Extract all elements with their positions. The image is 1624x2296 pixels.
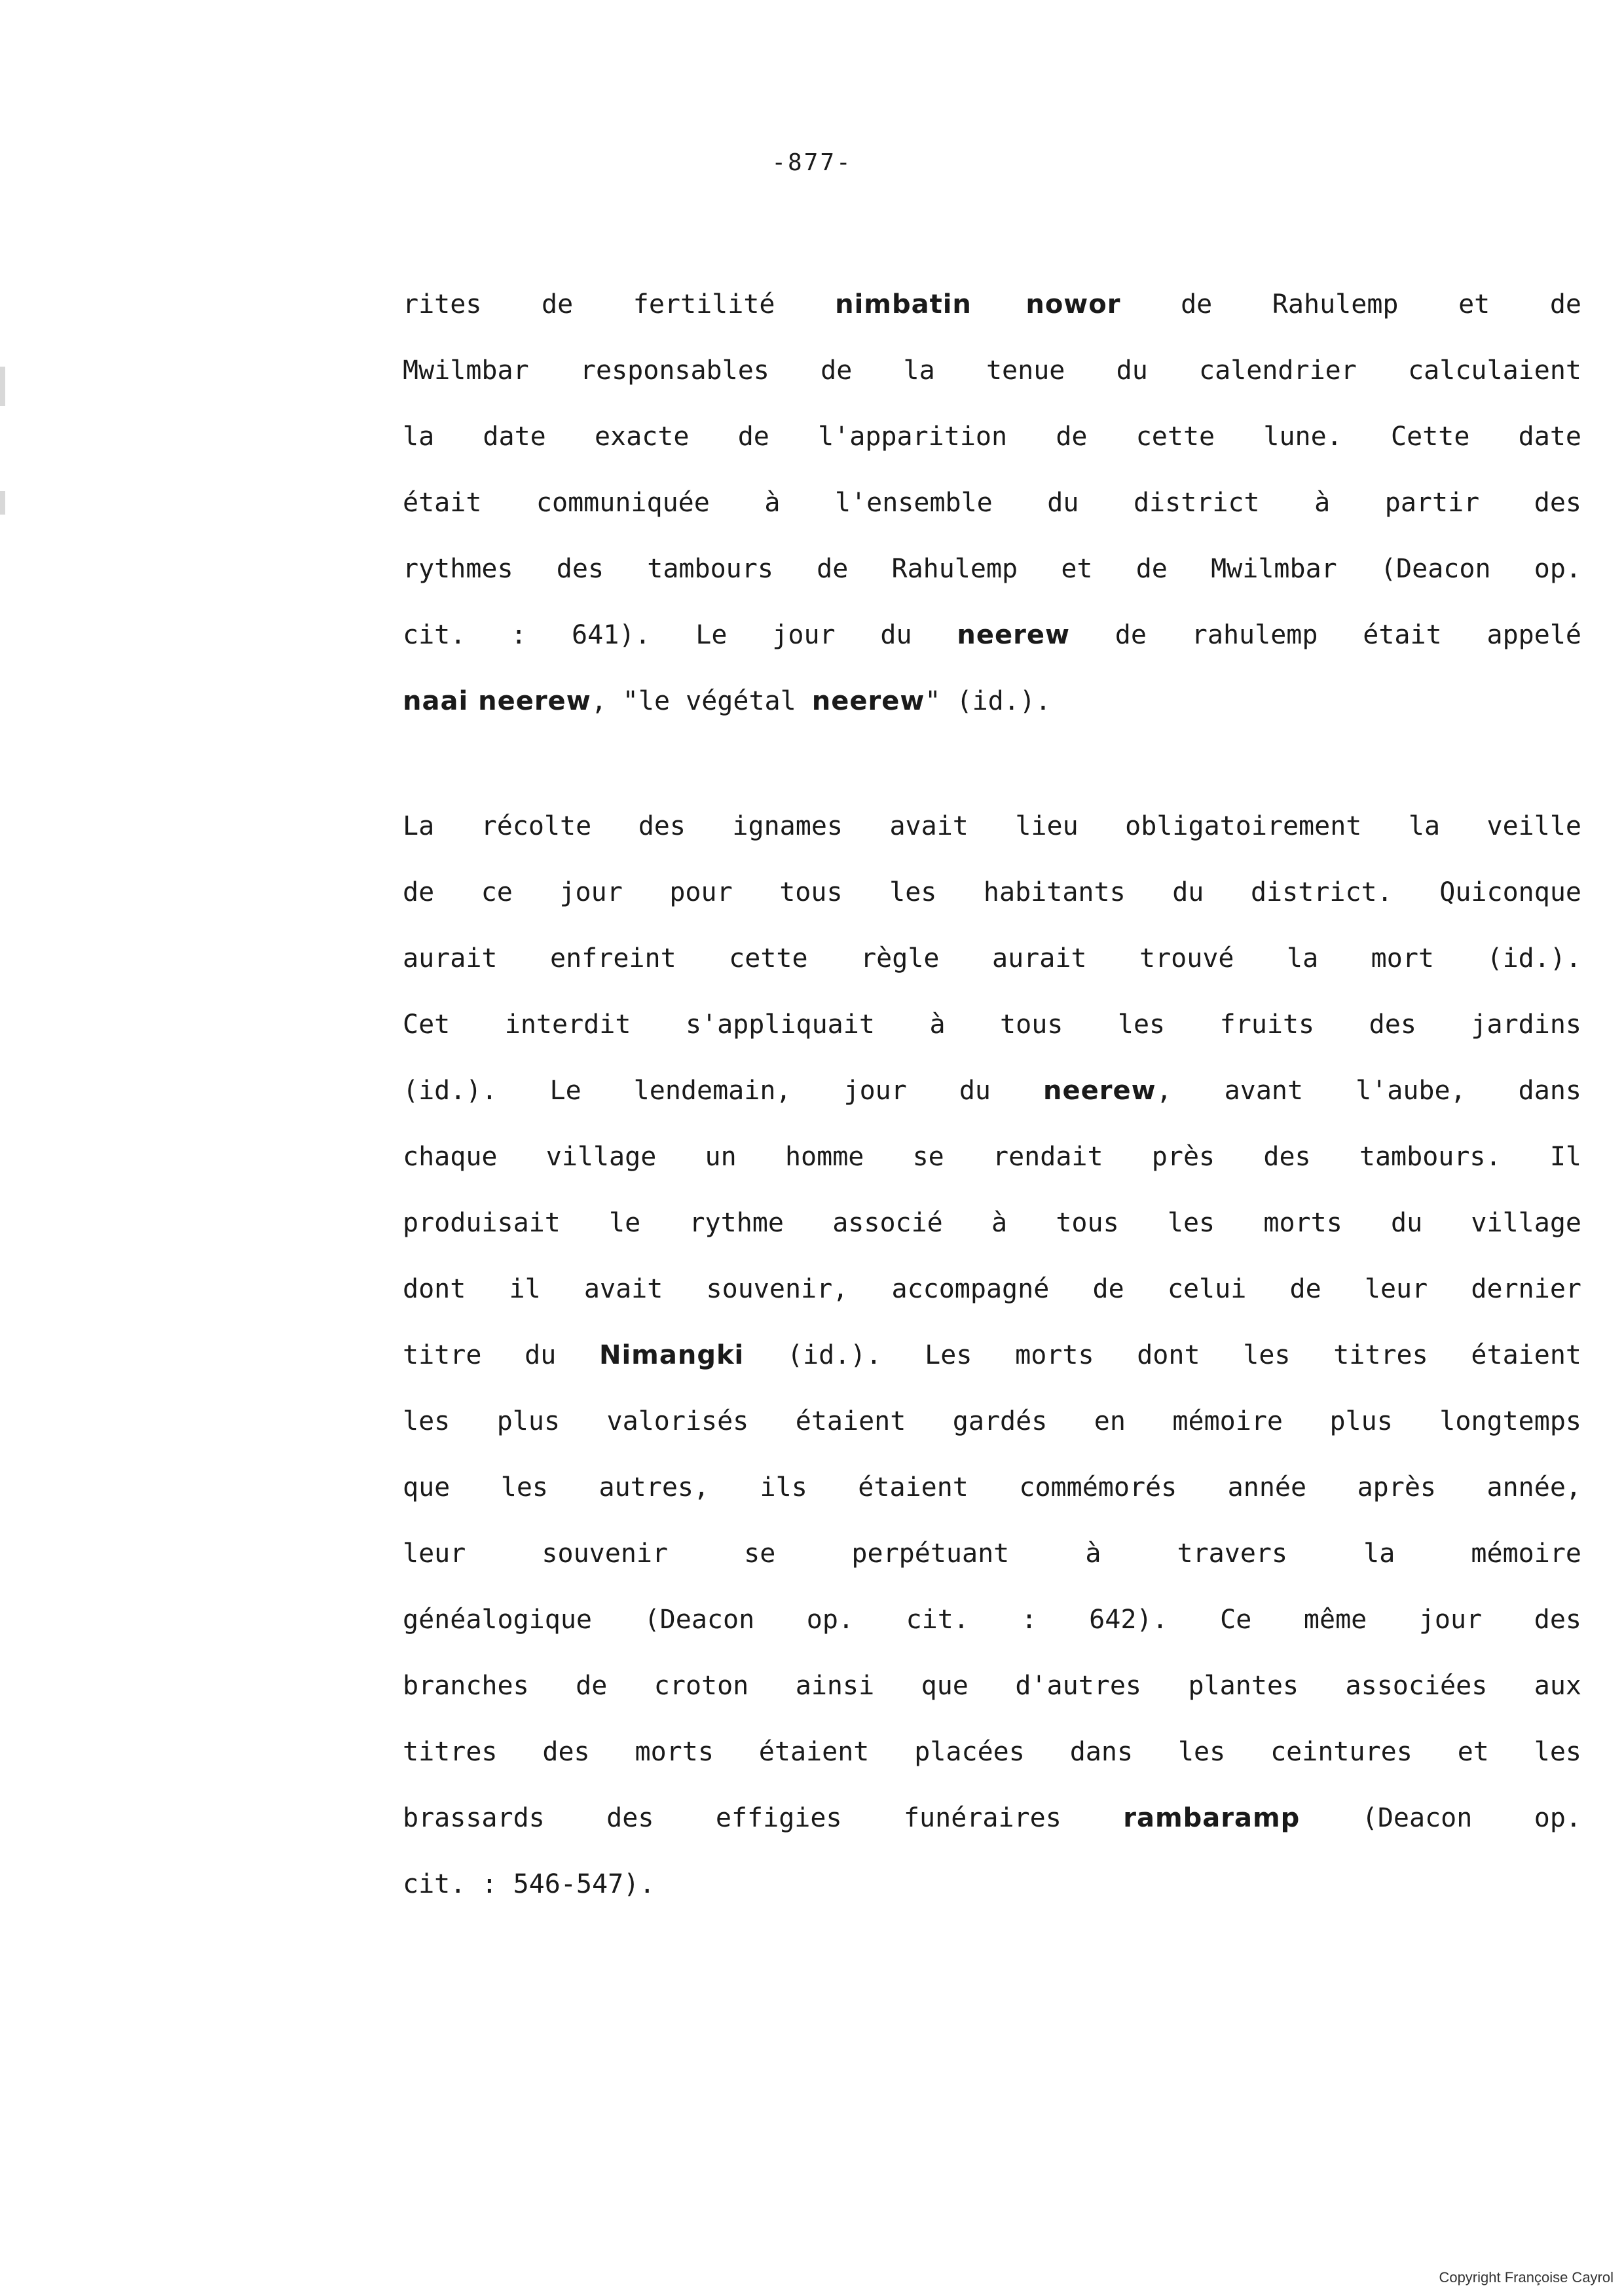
copyright-notice: Copyright Françoise Cayrol [1439,2269,1614,2286]
text-line [403,876,1581,909]
text-line [403,685,1581,718]
text-run: produisait le rythme associé à tous les morts du village [403,1208,1581,1238]
text-run: les plus valorisés étaient gardés en mémoire plus longtemps [403,1406,1581,1436]
text-run: " (id.). [925,686,1051,716]
text-run: que les autres, ils étaient commémorés année après année, [403,1472,1581,1503]
vernacular-term: Nimangki [599,1340,745,1370]
text-line [403,1471,1581,1504]
text-line [403,354,1581,387]
text-run: , "le végétal [591,686,812,716]
text-run: rites de fertilité [403,289,836,319]
text-run: de ce jour pour tous les habitants du district. Quiconque [403,877,1581,907]
text-line [403,1074,1581,1107]
text-line [403,1868,1581,1901]
text-run: (id.). Le lendemain, jour du [403,1076,1044,1106]
text-run: était communiquée à l'ensemble du district à partir des [403,488,1581,518]
text-line [403,1339,1581,1372]
vernacular-term: nimbatin nowor [835,289,1121,319]
text-run: branches de croton ainsi que d'autres plantes associées aux [403,1671,1581,1701]
text-line [403,1603,1581,1636]
text-line [403,486,1581,519]
text-line [403,1140,1581,1173]
text-run: La récolte des ignames avait lieu obligatoirement la veille [403,811,1581,841]
text-line [403,810,1581,843]
page-number: -877- [771,149,853,176]
text-run: aurait enfreint cette règle aurait trouvé la mort (id.). [403,943,1581,974]
text-line [403,1669,1581,1702]
text-run: titre du [403,1340,599,1370]
scan-margin-mark [0,367,5,406]
text-line [403,1273,1581,1305]
text-run: , avant l'aube, dans [1156,1076,1582,1106]
text-line [403,942,1581,975]
text-run: généalogique (Deacon op. cit. : 642). Ce même jour des [403,1605,1581,1635]
text-line [403,1802,1581,1834]
text-run: cit. : 546-547). [403,1869,655,1899]
text-line [403,1736,1581,1768]
text-run: dont il avait souvenir, accompagné de celui de leur dernier [403,1274,1581,1304]
text-run: de Rahulemp et de [1120,289,1581,319]
text-line [403,1537,1581,1570]
text-run: Mwilmbar responsables de la tenue du calendrier calculaient [403,355,1581,386]
text-line [403,619,1581,651]
text-run: cit. : 641). Le jour du [403,620,957,650]
text-run: chaque village un homme se rendait près des tambours. Il [403,1142,1581,1172]
text-run: leur souvenir se perpétuant à travers la mémoire [403,1539,1581,1569]
text-run: de rahulemp était appelé [1069,620,1581,650]
vernacular-term: neerew [811,686,925,716]
text-run: titres des morts étaient placées dans les ceintures et les [403,1737,1581,1767]
text-line [403,420,1581,453]
vernacular-term: neerew [957,620,1070,650]
text-run: Cet interdit s'appliquait à tous les fruits des jardins [403,1010,1581,1040]
text-run: rythmes des tambours de Rahulemp et de Mwilmbar (Deacon op. [403,554,1581,584]
vernacular-term: neerew [1043,1076,1156,1106]
text-run: la date exacte de l'apparition de cette lune. Cette date [403,422,1581,452]
text-run: (Deacon op. [1300,1803,1581,1833]
text-line [403,553,1581,585]
text-run: brassards des effigies funéraires [403,1803,1124,1833]
text-line [403,1207,1581,1239]
text-line [403,1405,1581,1438]
scan-margin-mark [0,491,5,515]
text-line [403,1008,1581,1041]
vernacular-term: rambaramp [1123,1803,1301,1833]
text-run: (id.). Les morts dont les titres étaient [744,1340,1581,1370]
vernacular-term: naai neerew [403,686,591,716]
text-line [403,288,1581,321]
